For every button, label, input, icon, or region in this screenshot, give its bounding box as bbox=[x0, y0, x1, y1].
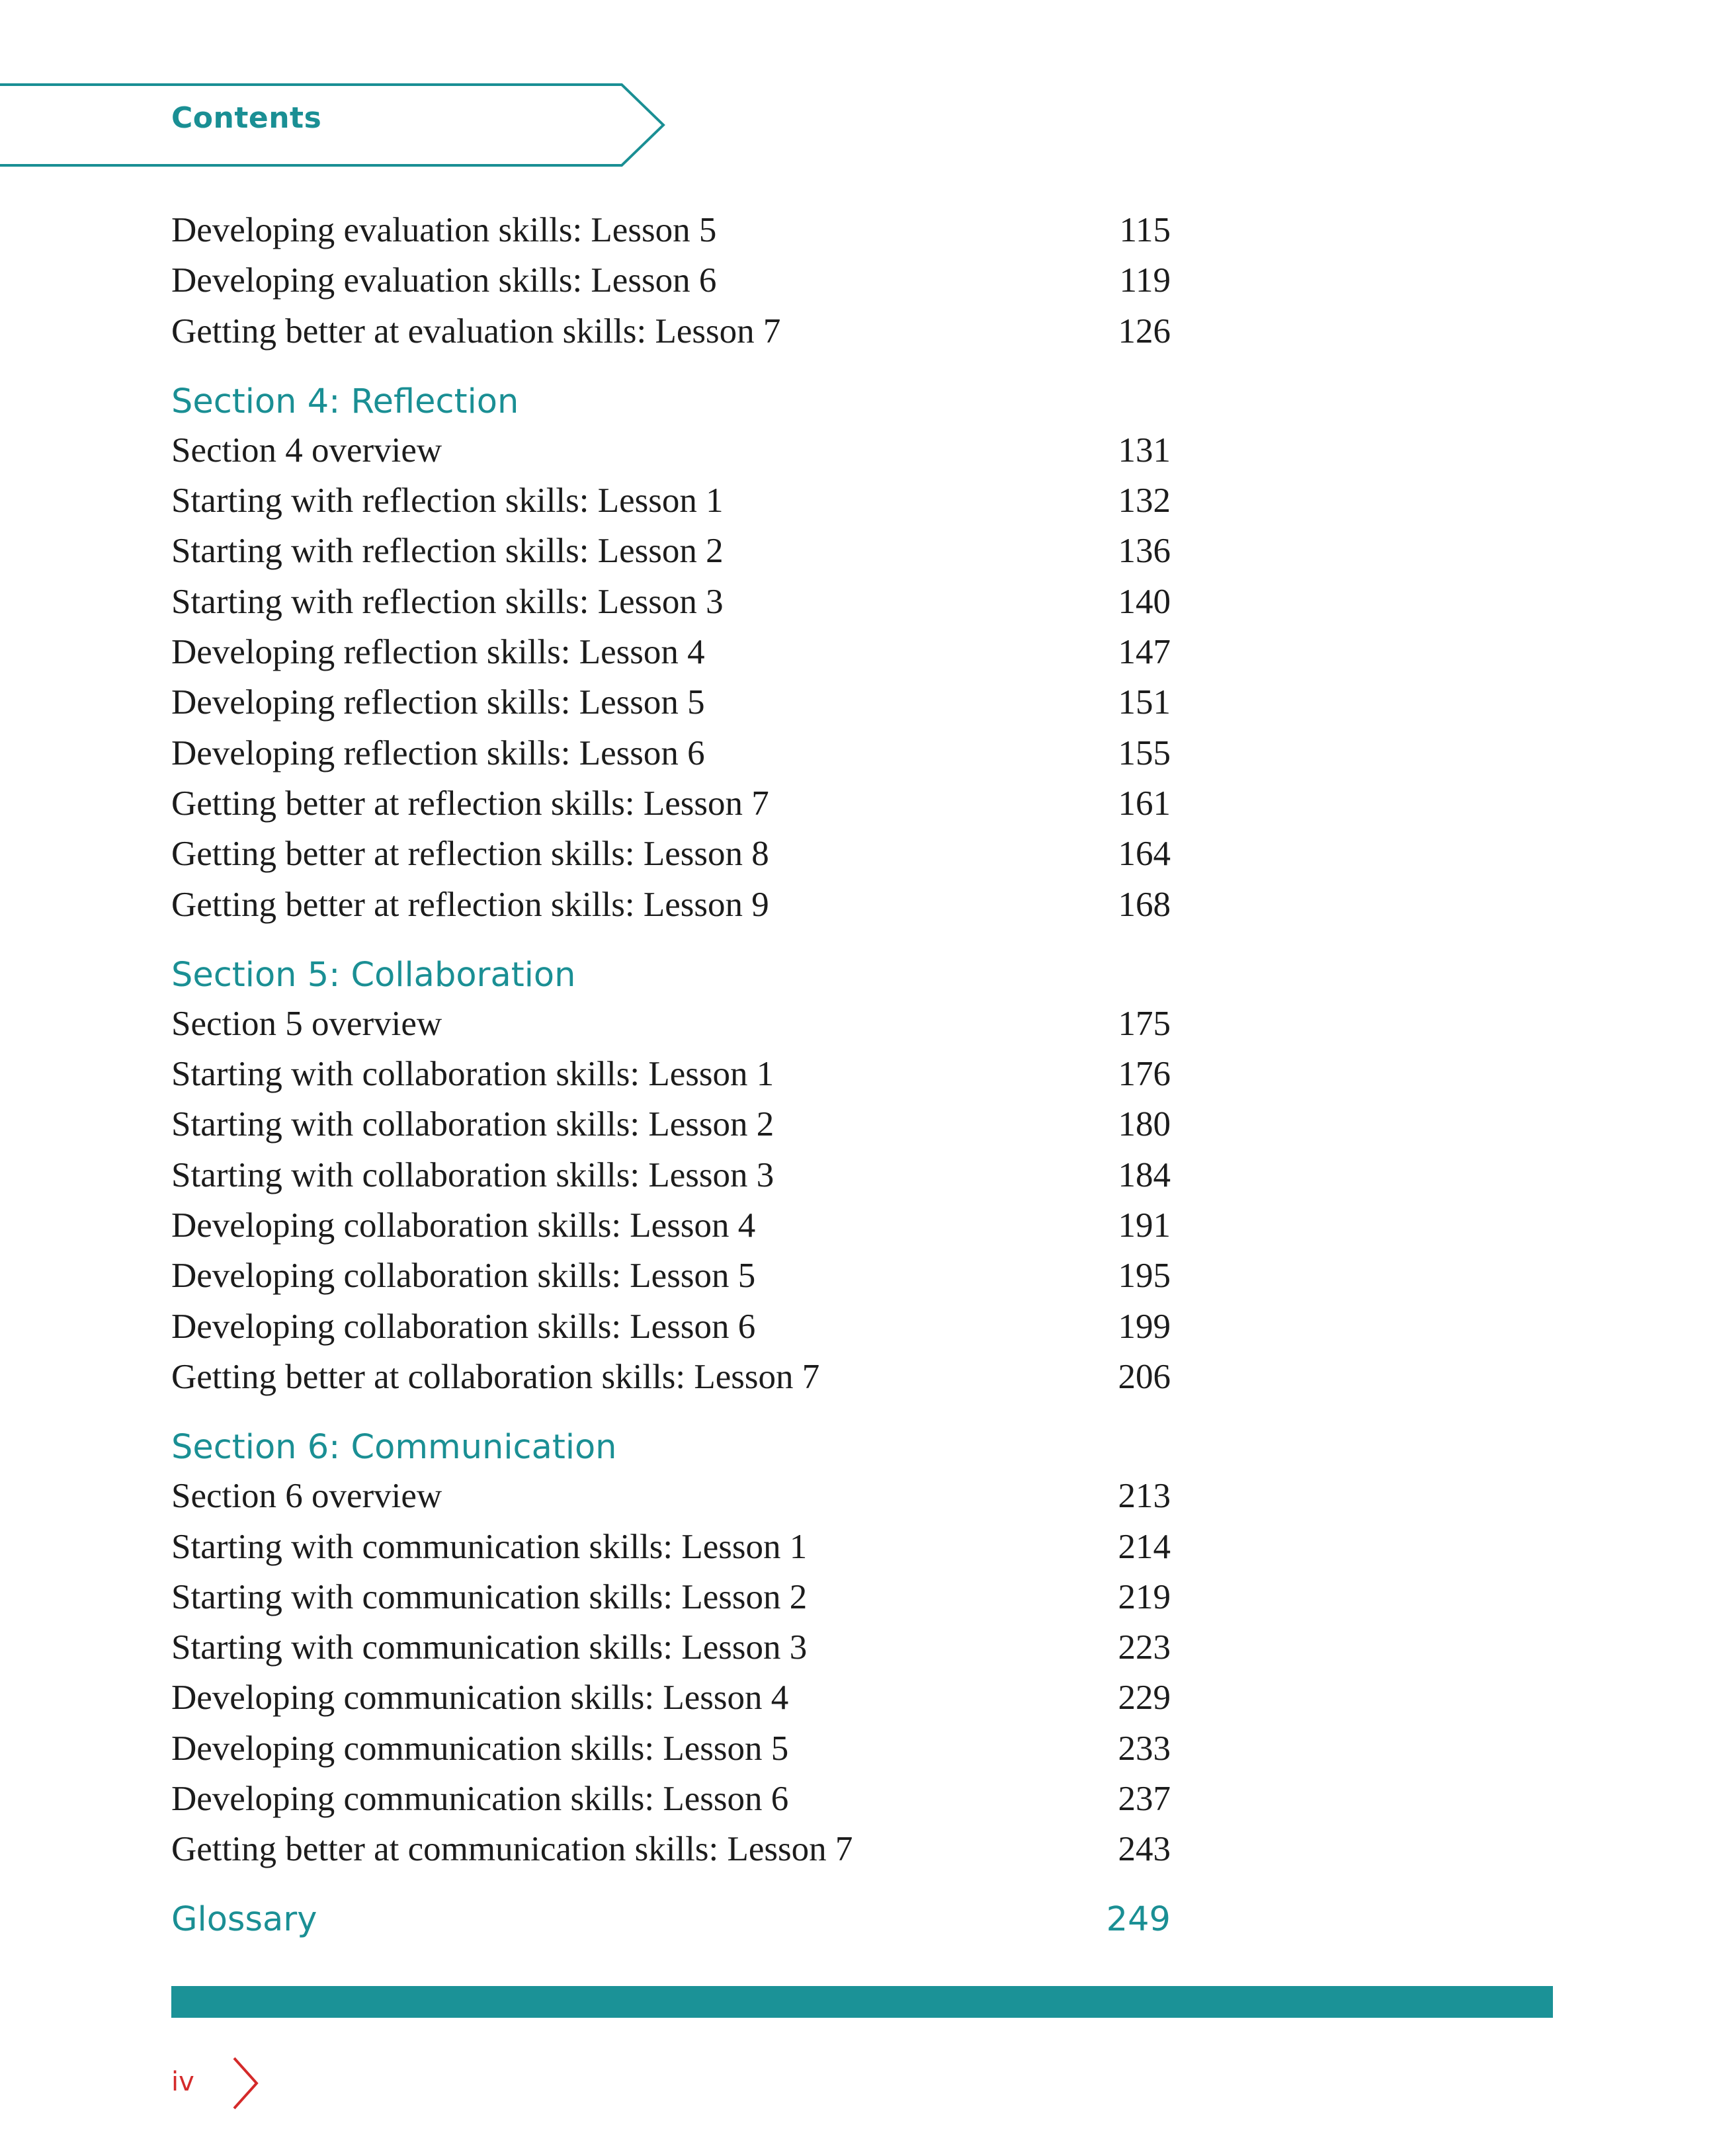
toc-entry-label: Starting with collaboration skills: Lesson 3 bbox=[171, 1155, 774, 1194]
toc-entry-page-number: 147 bbox=[1118, 633, 1171, 672]
section-heading: Section 5: Collaboration bbox=[171, 955, 576, 995]
toc-entry-page-number: 195 bbox=[1118, 1257, 1171, 1296]
toc-entry-page-number: 131 bbox=[1118, 431, 1171, 470]
toc-entry-label: Developing collaboration skills: Lesson 5 bbox=[171, 1257, 756, 1296]
toc-entry bbox=[171, 425, 1171, 476]
toc-entry-page-number: 175 bbox=[1118, 1004, 1171, 1043]
toc-entry bbox=[171, 1774, 1171, 1824]
toc-entry bbox=[171, 1251, 1171, 1301]
toc-entry-page-number: 155 bbox=[1118, 733, 1171, 772]
toc-entry-label: Starting with reflection skills: Lesson 3 bbox=[171, 582, 724, 621]
toc-entry-label: Starting with reflection skills: Lesson 2 bbox=[171, 532, 724, 571]
toc-entry bbox=[171, 577, 1171, 627]
toc-entry-label: Developing evaluation skills: Lesson 5 bbox=[171, 211, 717, 249]
toc-entry-page-number: 176 bbox=[1118, 1055, 1171, 1094]
toc-entry-page-number: 199 bbox=[1118, 1307, 1171, 1346]
toc-entry bbox=[171, 1622, 1171, 1673]
toc-entry-page-number: 191 bbox=[1118, 1206, 1171, 1245]
toc-entry-label: Section 6 overview bbox=[171, 1477, 442, 1516]
toc-entry-label: Glossary bbox=[171, 1899, 317, 1939]
toc-entry-page-number: 164 bbox=[1118, 835, 1171, 874]
toc-entry-page-number: 213 bbox=[1118, 1477, 1171, 1516]
toc-entry-page-number: 151 bbox=[1118, 683, 1171, 722]
glossary-entry bbox=[171, 1895, 1171, 1945]
toc-entry-page-number: 161 bbox=[1118, 784, 1171, 823]
toc-entry-page-number: 184 bbox=[1118, 1155, 1171, 1194]
chevron-right-icon bbox=[230, 2055, 262, 2111]
toc-entry-label: Getting better at evaluation skills: Lesson 7 bbox=[171, 311, 781, 351]
toc-entry-page-number: 229 bbox=[1118, 1679, 1171, 1718]
toc-entry-label: Developing evaluation skills: Lesson 6 bbox=[171, 261, 717, 300]
toc-entry-label: Starting with collaboration skills: Lesson 1 bbox=[171, 1055, 774, 1094]
section-heading: Section 4: Reflection bbox=[171, 382, 519, 421]
toc-entry-label: Starting with communication skills: Lesson 2 bbox=[171, 1577, 808, 1616]
toc-entry-page-number: 126 bbox=[1118, 311, 1171, 351]
toc-entry-page-number: 219 bbox=[1118, 1577, 1171, 1616]
toc-entry bbox=[171, 677, 1171, 727]
toc-entry-label: Developing reflection skills: Lesson 6 bbox=[171, 733, 705, 772]
toc-entry-label: Starting with collaboration skills: Lesson 2 bbox=[171, 1105, 774, 1144]
footer-rule-bar bbox=[171, 1986, 1553, 2018]
toc-entry-page-number: 115 bbox=[1119, 211, 1171, 249]
toc-entry bbox=[171, 1150, 1171, 1200]
toc-entry bbox=[171, 1099, 1171, 1149]
toc-entry-page-number: 140 bbox=[1118, 582, 1171, 621]
toc-entry bbox=[171, 778, 1171, 829]
toc-entry bbox=[171, 627, 1171, 677]
toc-entry-label: Developing communication skills: Lesson 6 bbox=[171, 1780, 789, 1819]
toc-entry-label: Getting better at reflection skills: Lesson 9 bbox=[171, 885, 769, 924]
toc-entry-page-number: 136 bbox=[1118, 532, 1171, 571]
toc-entry-label: Starting with communication skills: Lesson 1 bbox=[171, 1527, 808, 1566]
toc-entry bbox=[171, 1673, 1171, 1723]
toc-entry-label: Developing communication skills: Lesson 5 bbox=[171, 1729, 789, 1768]
toc-entry bbox=[171, 1352, 1171, 1402]
toc-entry bbox=[171, 728, 1171, 778]
toc-entry-label: Getting better at communication skills: Lesson 7 bbox=[171, 1830, 853, 1869]
toc-entry-page-number: 223 bbox=[1118, 1628, 1171, 1667]
toc-entry bbox=[171, 829, 1171, 879]
toc-entry-label: Getting better at collaboration skills: Lesson 7 bbox=[171, 1357, 820, 1396]
toc-entry-label: Getting better at reflection skills: Lesson 7 bbox=[171, 784, 769, 823]
toc-entry-page-number: 180 bbox=[1118, 1105, 1171, 1144]
toc-entry-label: Developing reflection skills: Lesson 5 bbox=[171, 683, 705, 722]
toc-entry-label: Developing communication skills: Lesson 4 bbox=[171, 1679, 789, 1718]
toc-entry-page-number: 237 bbox=[1118, 1780, 1171, 1819]
toc-entry bbox=[171, 999, 1171, 1049]
section-heading: Section 6: Communication bbox=[171, 1428, 617, 1468]
toc-entry-label: Section 4 overview bbox=[171, 431, 442, 470]
toc-entry bbox=[171, 1471, 1171, 1521]
toc-entry-label: Developing reflection skills: Lesson 4 bbox=[171, 633, 705, 672]
toc-entry bbox=[171, 255, 1171, 306]
toc-entry-label: Section 5 overview bbox=[171, 1004, 442, 1043]
table-of-contents bbox=[171, 205, 1171, 1945]
header-tab-outline bbox=[0, 0, 668, 172]
toc-entry bbox=[171, 205, 1171, 255]
toc-entry-page-number: 119 bbox=[1119, 261, 1171, 300]
toc-entry-label: Developing collaboration skills: Lesson 6 bbox=[171, 1307, 756, 1346]
page-number: iv bbox=[171, 2067, 194, 2097]
toc-entry-label: Starting with communication skills: Lesson 3 bbox=[171, 1628, 808, 1667]
toc-entry-page-number: 243 bbox=[1118, 1830, 1171, 1869]
toc-entry bbox=[171, 1049, 1171, 1099]
toc-entry-page-number: 132 bbox=[1118, 481, 1171, 520]
toc-entry bbox=[171, 1824, 1171, 1874]
toc-entry bbox=[171, 476, 1171, 526]
toc-entry bbox=[171, 1723, 1171, 1774]
toc-entry-page-number: 233 bbox=[1118, 1729, 1171, 1768]
toc-entry bbox=[171, 1200, 1171, 1251]
toc-entry-label: Developing collaboration skills: Lesson 4 bbox=[171, 1206, 756, 1245]
toc-entry bbox=[171, 1572, 1171, 1622]
toc-entry-page-number: 168 bbox=[1118, 885, 1171, 924]
contents-title: Contents bbox=[171, 101, 322, 135]
toc-entry bbox=[171, 306, 1171, 356]
toc-entry-label: Getting better at reflection skills: Lesson 8 bbox=[171, 835, 769, 874]
toc-entry-page-number: 206 bbox=[1118, 1357, 1171, 1396]
toc-entry-page-number: 249 bbox=[1106, 1899, 1171, 1939]
toc-entry bbox=[171, 526, 1171, 576]
toc-entry bbox=[171, 1522, 1171, 1572]
toc-entry bbox=[171, 880, 1171, 930]
toc-entry-label: Starting with reflection skills: Lesson 1 bbox=[171, 481, 724, 520]
toc-entry bbox=[171, 1302, 1171, 1352]
toc-entry-page-number: 214 bbox=[1118, 1527, 1171, 1566]
